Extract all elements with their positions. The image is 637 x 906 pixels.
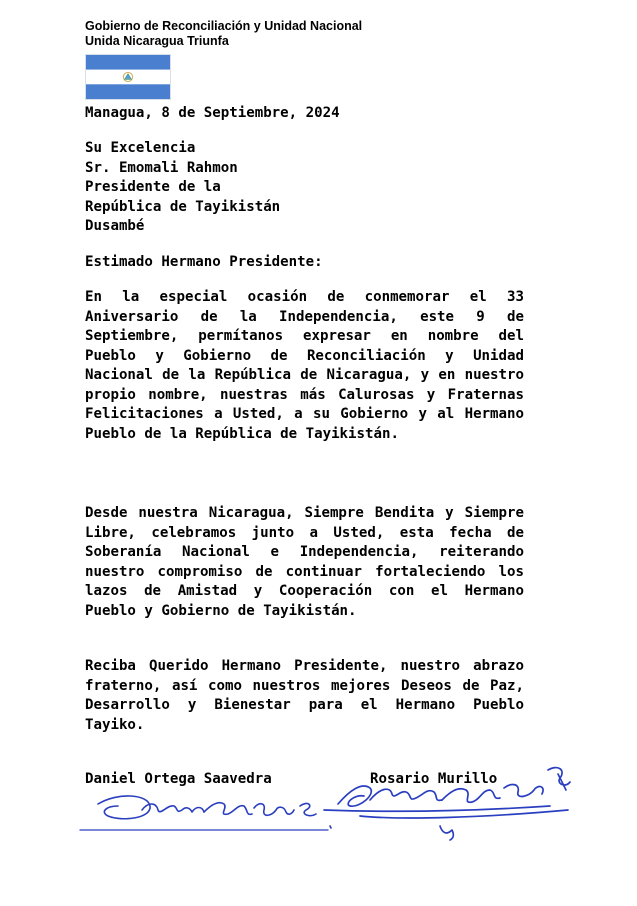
recipient-line: Dusambé xyxy=(85,218,145,235)
flag-bottom-stripe xyxy=(86,84,170,99)
signatory-name-ortega: Daniel Ortega Saavedra xyxy=(85,771,272,787)
body-paragraph: En la especial ocasión de conmemorar el 33 Aniversario de la Independencia, este 9 de Septiembre, permítanos expresar en nombre del Pueblo y Gobierno de Reconciliación y Unidad Nacional de la República de Nicaragua, y en nuestro propio nombre, nuestras más Calurosas y Fraternas Felicitaciones a Usted, a su Gobierno y al Hermano Pueblo de la República de Tayikistán. xyxy=(85,289,524,442)
recipient-line: Su Excelencia xyxy=(85,140,196,156)
letter-date: Managua, 8 de Septiembre, 2024 xyxy=(85,105,340,121)
letterhead-government: Gobierno de Reconciliación y Unidad Nacional xyxy=(85,19,363,33)
recipient-line: Presidente de la xyxy=(85,179,221,196)
letterhead xyxy=(85,19,362,49)
body-paragraph: Reciba Querido Hermano Presidente, nuestro abrazo fraterno, así como nuestros mejores Deseos de Paz, Desarrollo y Bienestar para el Hermano Pueblo Tayiko. xyxy=(85,658,524,733)
signatory-name-murillo: Rosario Murillo xyxy=(370,771,498,787)
nicaragua-flag-icon xyxy=(85,54,171,100)
salutation: Estimado Hermano Presidente: xyxy=(85,254,323,270)
recipient-line: República de Tayikistán xyxy=(85,198,281,215)
signature-ortega xyxy=(78,786,333,834)
flag-top-stripe xyxy=(86,55,170,70)
recipient-address xyxy=(85,139,524,237)
letterhead-slogan: Unida Nicaragua Triunfa xyxy=(85,34,229,48)
body-paragraph: Desde nuestra Nicaragua, Siempre Bendita y Siempre Libre, celebramos junto a Usted, esta fecha de Soberanía Nacional e Independencia, reiterando nuestro compromiso de continuar fortaleciendo los lazos de Amistad y Cooperación con el Hermano Pueblo y Gobierno de Tayikistán. xyxy=(85,505,524,619)
recipient-line: Sr. Emomali Rahmon xyxy=(85,159,238,176)
